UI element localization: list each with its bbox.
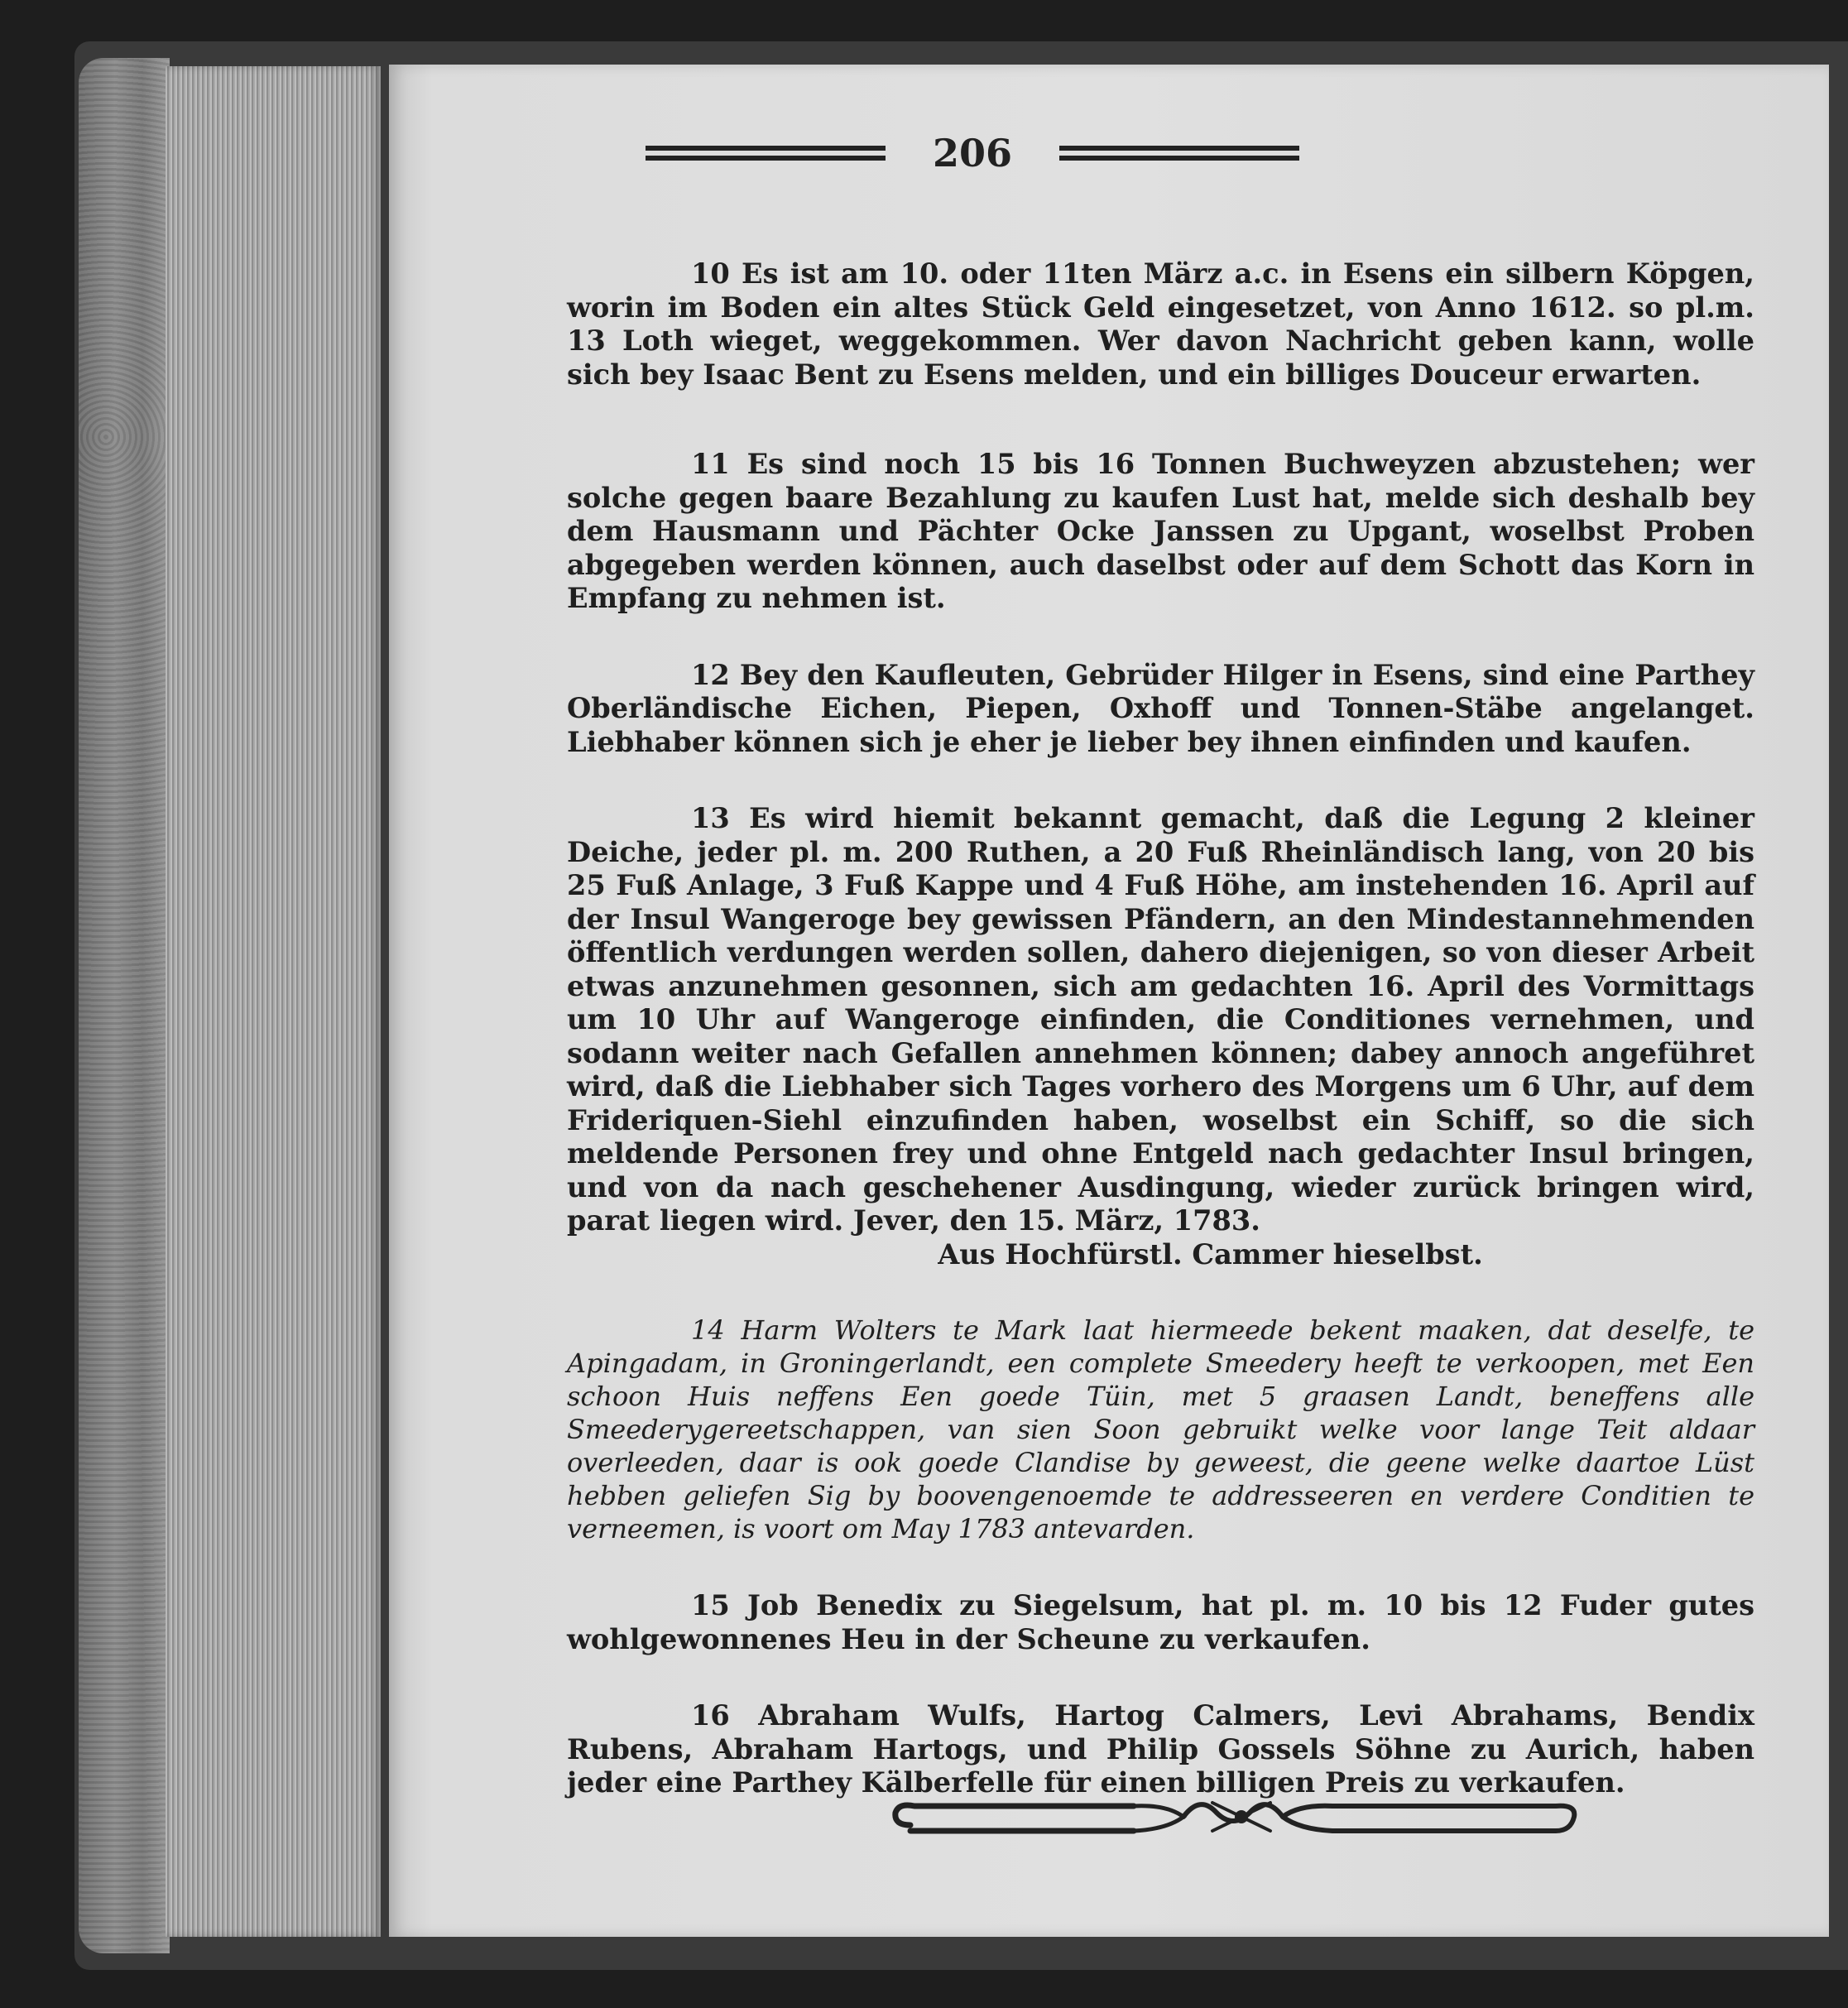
entry-15 [567,1588,1754,1655]
page-edges [166,66,381,1937]
book-cover-edge [79,58,170,1953]
page-text [567,257,1754,1799]
entry-12 [567,658,1754,759]
entry-13 [567,801,1754,1237]
entry-number: 14 [691,1314,725,1346]
scroll-ornament-icon [886,1780,1754,1854]
entry-14 [567,1314,1754,1545]
entry-text: Es wird hiemit bekannt gemacht, daß die Legung 2 kleiner Deiche, jeder pl. m. 200 Ruthen, a 20 Fuß Rheinländisch lang, von 20 bis 25 Fuß Anlage, 3 Fuß Kappe und 4 Fuß Höhe, am instehenden 16. April auf der Insul Wangeroge bey gewissen Pfändern, an den Mindestannehmenden öffentlich verdungen werden sollen, dahero diejenigen, so von dieser Arbeit etwas anzunehmen gesonnen, sich am gedachten 16. April des Vormittags um 10 Uhr auf Wangeroge einfinden, die Conditiones vernehmen, und sodann weiter nach Gefallen annehmen können; dabey annoch angeführet wird, daß die Liebhaber sich Tages vorhero des Morgens um 6 Uhr, auf dem Frideriquen-Siehl einzufinden haben, woselbst ein Schiff, so die sich meldende Personen frey und ohne Entgeld nach gedachter Insul bringen, und von da nach geschehener Ausdingung, wieder zurück bringen wird, parat liegen wird. Jever, den 15. März, 1783. [567,801,1754,1237]
entry-text: Es ist am 10. oder 11ten März a.c. in Esens ein silbern Köpgen, worin im Boden ein altes Stück Geld eingesetzet, von Anno 1612. so pl.m. 13 Loth wieget, weggekommen. Wer davon Nachricht geben kann, wolle sich bey Isaac Bent zu Esens melden, und ein billiges Douceur erwarten. [567,257,1754,391]
page-header [459,120,1486,186]
entry-number: 13 [691,801,730,834]
entry-text: Es sind noch 15 bis 16 Tonnen Buchweyzen abzustehen; wer solche gegen baare Bezahlung zu kaufen Lust hat, melde sich deshalb bey dem Hausmann und Pächter Ocke Janssen zu Upgant, woselbst Proben abgegeben werden können, auch daselbst oder auf dem Schott das Korn in Empfang zu nehmen ist. [567,447,1754,614]
page-number: 206 [932,131,1013,175]
entry-11 [567,447,1754,615]
entry-text: Abraham Wulfs, Hartog Calmers, Levi Abrahams, Bendix Rubens, Abraham Hartogs, und Philip Gossels Söhne zu Aurich, haben jeder eine Parthey Kälberfelle für einen billigen Preis zu verkaufen. [567,1698,1754,1799]
entry-13-signature: Aus Hochfürstl. Cammer hieselbst. [938,1237,1483,1271]
entry-number: 10 [691,257,730,290]
entry-10 [567,257,1754,391]
entry-text: Harm Wolters te Mark laat hiermeede bekent maaken, dat deselfe, te Apingadam, in Groningerlandt, een complete Smeedery heeft te verkoopen, met Een schoon Huis neffens Een goede Tüin, met 5 graasen Landt, beneffens alle Smeederygereetschappen, van sien Soon gebruikt welke voor lange Teit aldaar overleeden, daar is ook goede Clandise by geweest, die geene welke daartoe Lüst hebben geliefen Sig by boovengenoemde te addresseeren en verdere Conditien te verneemen, is voort om May 1783 antevarden. [567,1314,1755,1544]
entry-text: Job Benedix zu Siegelsum, hat pl. m. 10 bis 12 Fuder gutes wohlgewonnenes Heu in der Scheune zu verkaufen. [567,1588,1754,1655]
entry-number: 16 [691,1698,730,1732]
entry-text: Bey den Kaufleuten, Gebrüder Hilger in Esens, sind eine Parthey Oberländische Eichen, Piepen, Oxhoff und Tonnen-Stäbe angelanget. Liebhaber können sich je eher je lieber bey ihnen einfinden und kaufen. [567,657,1754,758]
entry-number: 11 [691,447,730,480]
entry-number: 12 [691,657,730,691]
header-rule-left [646,146,886,161]
header-rule-right [1059,146,1299,161]
entry-number: 15 [691,1588,730,1621]
